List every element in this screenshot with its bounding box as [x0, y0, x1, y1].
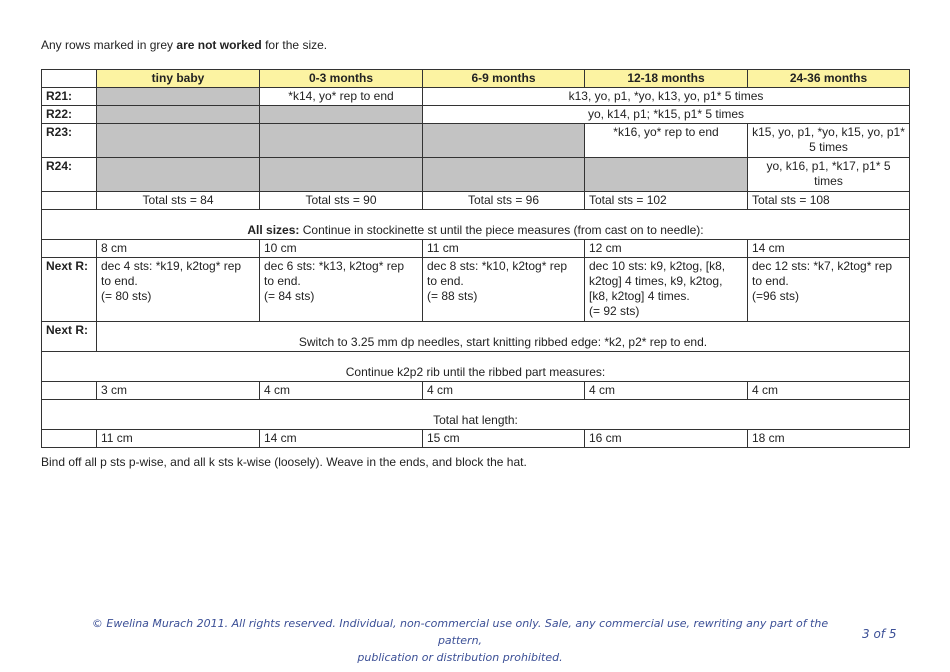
- length-cell: 4 cm: [423, 382, 585, 400]
- length-cell: 11 cm: [97, 430, 260, 448]
- total-cell: Total sts = 90: [260, 192, 423, 210]
- length-cell: 4 cm: [748, 382, 910, 400]
- grey-cell: [423, 158, 585, 192]
- total-length-note: Total hat length:: [42, 400, 910, 430]
- length-cell: 16 cm: [585, 430, 748, 448]
- decrease-cell: dec 4 sts: *k19, k2tog* rep to end. (= 80 sts): [97, 258, 260, 322]
- rib-instruction: Switch to 3.25 mm dp needles, start knitting ribbed edge: *k2, p2* rep to end.: [97, 322, 910, 352]
- instruction-cell: yo, k14, p1; *k15, p1* 5 times: [423, 106, 910, 124]
- row-r24: [42, 158, 910, 192]
- row-label: R22:: [42, 106, 97, 124]
- length-cell: 4 cm: [260, 382, 423, 400]
- header-blank: [42, 70, 97, 88]
- grey-cell: [423, 124, 585, 158]
- row-label: R23:: [42, 124, 97, 158]
- row-label: R24:: [42, 158, 97, 192]
- length-cell: 12 cm: [585, 240, 748, 258]
- decrease-cell: dec 10 sts: k9, k2tog, [k8, k2tog] 4 times, k9, k2tog, [k8, k2tog] 4 times. (= 92 sts): [585, 258, 748, 322]
- grey-cell: [260, 124, 423, 158]
- grey-cell: [260, 158, 423, 192]
- all-sizes-note: All sizes: Continue in stockinette st until the piece measures (from cast on to needle):: [42, 210, 910, 240]
- size-6-9-months: 6-9 months: [423, 70, 585, 88]
- rib-start-row: [42, 322, 910, 352]
- grey-cell: [97, 158, 260, 192]
- header-row: [42, 70, 910, 88]
- row-label: R21:: [42, 88, 97, 106]
- size-0-3-months: 0-3 months: [260, 70, 423, 88]
- total-cell: Total sts = 108: [748, 192, 910, 210]
- length-cell: 14 cm: [260, 430, 423, 448]
- blank-cell: [42, 240, 97, 258]
- totals-row: [42, 192, 910, 210]
- intro-note: Any rows marked in grey are not worked for the size.: [41, 38, 328, 52]
- length-cell: 3 cm: [97, 382, 260, 400]
- row-r22: [42, 106, 910, 124]
- rib-note-row: [42, 352, 910, 382]
- blank-cell: [42, 430, 97, 448]
- grey-cell: [97, 124, 260, 158]
- bind-off-note: Bind off all p sts p-wise, and all k sts k-wise (loosely). Weave in the ends, and block the hat.: [41, 455, 527, 469]
- size-tiny-baby: tiny baby: [97, 70, 260, 88]
- all-sizes-row: [42, 210, 910, 240]
- length-cell: 15 cm: [423, 430, 585, 448]
- total-length-row: [42, 430, 910, 448]
- total-cell: Total sts = 102: [585, 192, 748, 210]
- instruction-cell: *k16, yo* rep to end: [585, 124, 748, 158]
- instruction-cell: k13, yo, p1, *yo, k13, yo, p1* 5 times: [423, 88, 910, 106]
- row-label: Next R:: [42, 322, 97, 352]
- length-cell: 8 cm: [97, 240, 260, 258]
- total-cell: Total sts = 84: [97, 192, 260, 210]
- length-cell: 4 cm: [585, 382, 748, 400]
- page-number: 3 of 5: [862, 627, 897, 641]
- length-cell: 18 cm: [748, 430, 910, 448]
- total-length-note-row: [42, 400, 910, 430]
- row-r21: [42, 88, 910, 106]
- copyright-line-2: publication or distribution prohibited.: [357, 651, 563, 664]
- instruction-cell: yo, k16, p1, *k17, p1* 5 times: [748, 158, 910, 192]
- instruction-cell: *k14, yo* rep to end: [260, 88, 423, 106]
- copyright-line-1: © Ewelina Murach 2011. All rights reserved. Individual, non-commercial use only. Sale, any commercial use, rewriting any part of the pattern,: [91, 617, 829, 647]
- length-cell: 14 cm: [748, 240, 910, 258]
- size-table: [41, 69, 910, 448]
- total-cell: Total sts = 96: [423, 192, 585, 210]
- lengths-row: [42, 240, 910, 258]
- rib-lengths-row: [42, 382, 910, 400]
- row-r23: [42, 124, 910, 158]
- copyright-footer: [90, 615, 830, 666]
- grey-cell: [97, 106, 260, 124]
- grey-cell: [97, 88, 260, 106]
- grey-cell: [260, 106, 423, 124]
- rib-note: Continue k2p2 rib until the ribbed part measures:: [42, 352, 910, 382]
- decrease-cell: dec 8 sts: *k10, k2tog* rep to end. (= 88 sts): [423, 258, 585, 322]
- decrease-row: [42, 258, 910, 322]
- instruction-cell: k15, yo, p1, *yo, k15, yo, p1* 5 times: [748, 124, 910, 158]
- decrease-cell: dec 12 sts: *k7, k2tog* rep to end. (=96 sts): [748, 258, 910, 322]
- blank-cell: [42, 192, 97, 210]
- size-12-18-months: 12-18 months: [585, 70, 748, 88]
- size-24-36-months: 24-36 months: [748, 70, 910, 88]
- decrease-cell: dec 6 sts: *k13, k2tog* rep to end. (= 84 sts): [260, 258, 423, 322]
- length-cell: 10 cm: [260, 240, 423, 258]
- length-cell: 11 cm: [423, 240, 585, 258]
- grey-cell: [585, 158, 748, 192]
- row-label: Next R:: [42, 258, 97, 322]
- blank-cell: [42, 382, 97, 400]
